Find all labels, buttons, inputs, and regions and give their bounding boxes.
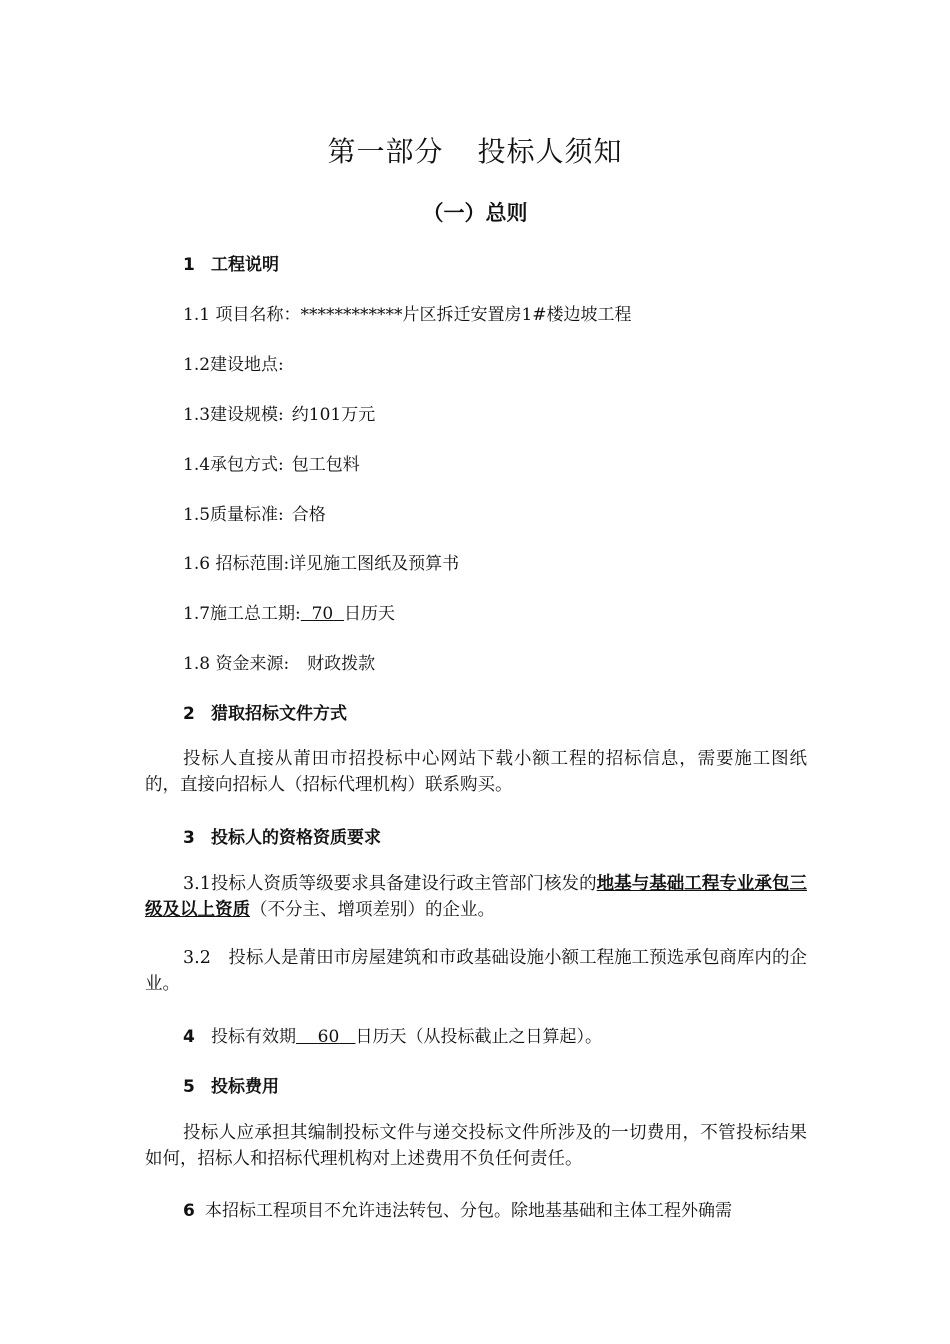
section-5-body: 投标人应承担其编制投标文件与递交投标文件所涉及的一切费用，不管投标结果如何，招标人和招标代理机构对上述费用不负任何责任。 [145,1123,807,1169]
section-2-heading: 2 猎取招标文件方式 [183,704,347,724]
section-3-1-body: 3.1投标人资质等级要求具备建设行政主管部门核发的地基与基础工程专业承包三级及以上资质（不分主、增项差别）的企业。 [145,874,807,920]
item-build-scale: 1.3建设规模: 约101万元 [183,405,376,425]
title-text: 投标人须知 [477,135,623,168]
qualification-requirement: 地基与基础工程专业承包三级及以上资质 [145,874,807,920]
item-project-name: 1.1 项目名称：************片区拆迁安置房1#楼边坡工程 [183,305,632,325]
section-1-heading: 1 工程说明 [183,255,279,275]
section-5-heading: 5 投标费用 [183,1077,279,1097]
section-subtitle: （一）总则 [422,201,528,225]
item-quality-standard: 1.5质量标准: 合格 [183,505,326,525]
section-3-2-body: 3.2 投标人是莆田市房屋建筑和市政基础设施小额工程施工预选承包商库内的企业。 [145,948,807,994]
section-6-line: 6 本招标工程项目不允许违法转包、分包。除地基基础和主体工程外确需 [183,1201,732,1221]
item-fund-source: 1.8 资金来源: 财政拨款 [183,654,376,674]
section-4-line: 4 投标有效期 60 日历天（从投标截止之日算起）。 [183,1027,602,1047]
section-3-heading: 3 投标人的资格资质要求 [183,828,381,848]
title-part: 第一部分 [327,135,444,168]
item-bid-scope: 1.6 招标范围:详见施工图纸及预算书 [183,554,460,574]
item-build-location: 1.2建设地点: [183,355,284,375]
item-construction-period: 1.7施工总工期: 70 日历天 [183,604,396,624]
page-title [0,130,950,170]
item-contract-mode: 1.4承包方式: 包工包料 [183,455,360,475]
section-2-body: 投标人直接从莆田市招投标中心网站下载小额工程的招标信息，需要施工图纸的，直接向招标人（招标代理机构）联系购买。 [145,749,807,795]
